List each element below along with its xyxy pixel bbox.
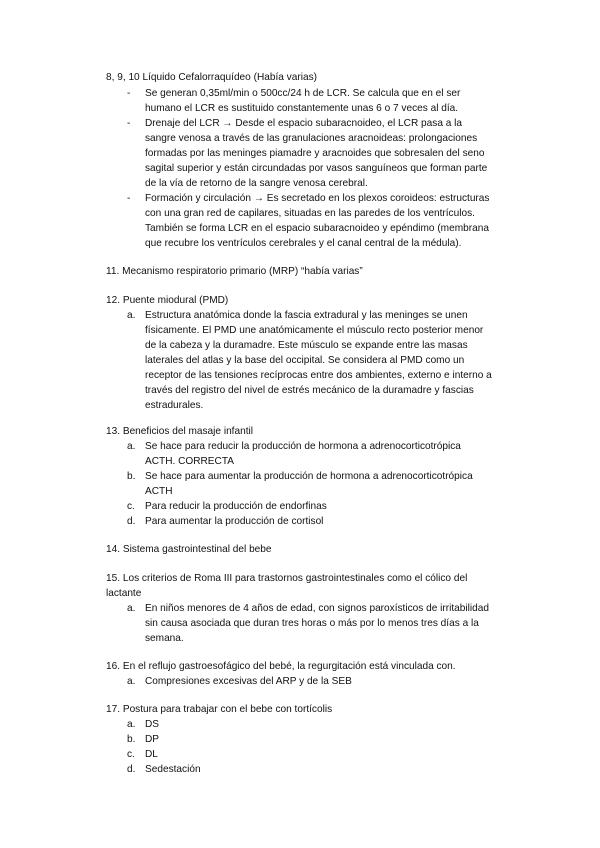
list-item-text: semana. bbox=[145, 633, 184, 644]
bullet-text: sangre venosa a través de las granulaciones aracnoideas: prolongaciones bbox=[145, 133, 478, 144]
dash-marker: - bbox=[127, 193, 131, 204]
section-heading: 11. Mecanismo respiratorio primario (MRP) “había varias” bbox=[106, 266, 363, 277]
bullet-text: Drenaje del LCR → Desde el espacio subaracnoideo, el LCR pasa a la bbox=[145, 118, 463, 129]
bullet-text: Formación y circulación → Es secretado en los plexos coroideos: estructuras bbox=[145, 193, 490, 204]
list-marker: c. bbox=[127, 501, 135, 512]
list-marker: a. bbox=[127, 676, 136, 687]
list-marker: a. bbox=[127, 441, 136, 452]
list-item-text: Se hace para reducir la producción de hormona a adrenocorticotrópica bbox=[145, 441, 461, 452]
list-item-text: Para reducir la producción de endorfinas bbox=[145, 501, 327, 512]
section-heading: 13. Beneficios del masaje infantil bbox=[106, 426, 254, 437]
list-marker: b. bbox=[127, 471, 136, 482]
section-heading: 15. Los criterios de Roma III para trastornos gastrointestinales como el cólico del bbox=[106, 573, 468, 584]
list-item-text: Sedestación bbox=[145, 764, 201, 775]
list-item-text: En niños menores de 4 años de edad, con signos paroxísticos de irritabilidad bbox=[145, 603, 489, 614]
section-heading: lactante bbox=[106, 588, 142, 599]
list-item-text: Compresiones excesivas del ARP y de la SEB bbox=[145, 676, 352, 687]
list-item-text: de la cabeza y la duramadre. Este músculo se expande entre las masas bbox=[145, 340, 468, 351]
bullet-text: Se generan 0,35ml/min o 500cc/24 h de LCR. Se calcula que en el ser bbox=[145, 88, 461, 99]
bullet-text: de la vía de retorno de la sangre venosa cerebral. bbox=[145, 178, 368, 189]
list-item-text: sin causa asociada que duran tres horas o más por lo menos tres días a la bbox=[145, 618, 479, 629]
list-item-text: físicamente. El PMD une anatómicamente el músculo recto posterior menor bbox=[145, 325, 484, 336]
list-item-text: laterales del atlas y la base del occipital. Se considera al PMD como un bbox=[145, 355, 465, 366]
bullet-text: que recubre los ventrículos cerebrales y el canal central de la médula). bbox=[145, 238, 462, 249]
bullet-text: También se forma LCR en el espacio subaracnoideo y epéndimo (membrana bbox=[145, 223, 489, 234]
list-item-text: receptor de las tensiones recíprocas entre dos ambientes, externo e interno a bbox=[145, 370, 492, 381]
list-marker: b. bbox=[127, 734, 136, 745]
bullet-text: formadas por las meninges piamadre y aracnoides que sobresalen del seno bbox=[145, 148, 485, 159]
list-marker: a. bbox=[127, 719, 136, 730]
bullet-text: sagital superior y están circundadas por vasos sanguíneos que forman parte bbox=[145, 163, 488, 174]
section-heading: 8, 9, 10 Líquido Cefalorraquídeo (Había varias) bbox=[106, 72, 317, 83]
dash-marker: - bbox=[127, 88, 131, 99]
list-item-text: ACTH bbox=[145, 486, 173, 497]
section-heading: 12. Puente miodural (PMD) bbox=[106, 295, 229, 306]
list-item-text: Se hace para aumentar la producción de hormona a adrenocorticotrópica bbox=[145, 471, 473, 482]
list-item-text: Para aumentar la producción de cortisol bbox=[145, 516, 324, 527]
list-item-text: través del registro del nivel de estrés mecánico de la duramadre y fascias bbox=[145, 385, 474, 396]
list-item-text: DS bbox=[145, 719, 160, 730]
section-heading: 17. Postura para trabajar con el bebe con tortícolis bbox=[106, 704, 333, 715]
bullet-text: humano el LCR es sustituido constantemente unas 6 o 7 veces al día. bbox=[145, 103, 459, 114]
list-item-text: Estructura anatómica donde la fascia extradural y las meninges se unen bbox=[145, 310, 468, 321]
list-marker: c. bbox=[127, 749, 135, 760]
section-heading: 14. Sistema gastrointestinal del bebe bbox=[106, 544, 272, 555]
bullet-text: con una gran red de capilares, situadas en las paredes de los ventrículos. bbox=[145, 208, 475, 219]
list-item-text: ACTH. CORRECTA bbox=[145, 456, 234, 467]
list-item-text: DP bbox=[145, 734, 160, 745]
list-item-text: estradurales. bbox=[145, 400, 204, 411]
list-item-text: DL bbox=[145, 749, 158, 760]
list-marker: d. bbox=[127, 764, 136, 775]
section-heading: 16. En el reflujo gastroesofágico del bebé, la regurgitación está vinculada con. bbox=[106, 661, 456, 672]
dash-marker: - bbox=[127, 118, 131, 129]
list-marker: d. bbox=[127, 516, 136, 527]
list-marker: a. bbox=[127, 603, 136, 614]
list-marker: a. bbox=[127, 310, 136, 321]
